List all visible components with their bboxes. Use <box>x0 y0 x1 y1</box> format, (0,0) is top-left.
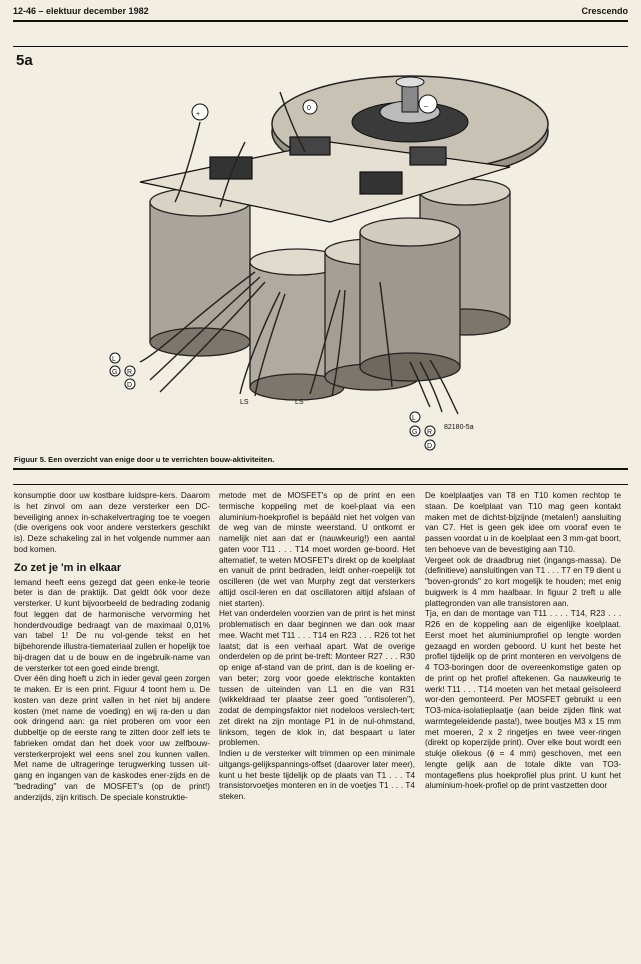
page-number-issue: 12-46 – elektuur december 1982 <box>13 6 149 16</box>
text-column-1 <box>14 491 210 803</box>
minus-terminal-label: – <box>424 103 428 110</box>
paragraph: Vergeet ook de draadbrug niet (ingangs-massa). De (definitieve) aansluitingen van T1 . . . T7 en T9 dient u "boven-gronds" zo kort mogelijk te houden; met enig buigwerk is 4 mm haalbaar. In figuur 2 treft u alle plattegronden van alle transistoren aan. <box>425 555 621 608</box>
svg-text:R: R <box>427 429 433 436</box>
paragraph: Over één ding hoeft u zich in ieder geval geen zorgen te maken. Er is een print. Figuur 4 toont hem u. De kosten van deze print vallen in het niet bij andere kosten (met name de voeding) en wij ra-den u dan ook dringend aan: ga niet proberen om voor een dubbeltje op de eerste rang te zitten door zelf iets te fabrieken omdat dan het doek voor uw zelfbouw-versterkerprojekt wel eens snel zou kunnen vallen. Met name de ultrageringe terugwerking tussen uit-gang en ingangen van de kaskodes ener-zijds en de "bedrading" van de MOSFET's (op de print!) anderzijds, zijn kritisch. De speciale konstruktie- <box>14 674 210 802</box>
svg-text:L: L <box>412 415 416 422</box>
zero-terminal-label: 0 <box>307 105 311 112</box>
paragraph: Indien u de versterker wilt trimmen op een minimale uitgangs-gelijkspannings-offset (daarover later meer), kunt u het beste tijdelijk op de plaats van T1 . . . T4 transistorvoetjes monteren en in de voetjes T1 . . . T4 steken. <box>219 749 415 801</box>
article-title: Crescendo <box>581 6 628 16</box>
terminal-group-right <box>410 412 435 450</box>
text-column-3 <box>425 491 621 792</box>
text-column-2 <box>219 491 415 803</box>
paragraph: metode met de MOSFET's op de print en een termische koppeling met de koel-plaat via een aluminium-hoekprofiel is bepááld niet het volgen van de weg van de minste weerstand. U ontkomt er namelijk niet aan dat er (nauwkeurig!) een aantal gaten voor T11 . . . T14 moet worden ge-boord. Het alternatief, te weten MOSFET's direkt op de koelplaat en vanuit de print bedraden, leidt onher-roepelijk tot oscilleren (de wet van Murphy zegt dat versterkers altijd oscil-leren en dat oscillatoren altijd afslaan of niet starten). <box>219 491 415 608</box>
paragraph: Iemand heeft eens gezegd dat geen enke-le teorie beter is dan de praktijk. Dat geldt óók voor deze versterker. U kunt bijvoorbeeld de bedrading zodanig fout leggen dat de harmonische vervorming het honderdvoudige bedraagt van de maximaal 0,01% van tabel 1! De nu vol-gende tekst en het bijbehorende illustra-tiemateriaal zullen er hopelijk toe bij-dragen dat u de bouw en de ingebruik-name van de versterker tot een goed einde brengt. <box>14 577 210 673</box>
paragraph: Tja, en dan de montage van T11 . . . . T14, R23 . . . R26 en de koppeling aan de eigenlijke koelplaat. Eerst moet het aluminiumprofiel op lengte worden gezaagd en worden geboord. U kunt het beste het profiel tijdelijk op de print monteren en vervolgens de 4 TO3-boringen door de overeenkomstige gaten op de print op het profiel aftekenen. Ga nauwkeurig te werk! T11 . . . T14 moeten van het metaal geïsoleerd wor-den gemonteerd. Per MOSFET gebruikt u een TO3-mica-isolatieplaatje (aan beide zijden flink wat warmtegeleidende pasta!), twee boutjes M3 x 15 mm met moeren, 2 x 2 ringetjes en twee veer-ringen (direkt op koperzijde print). Over elke bout wordt een stukje oliekous (ϕ = 4 mm) geschoven, met een lengte gelijk aan de totale dikte van TO3-montageflens plus hoekprofiel plus print. U kunt het aluminium-hoek-profiel op de print vastzetten door <box>425 609 621 791</box>
figure-label: 5a <box>16 52 33 69</box>
ls-label-right: LS <box>295 399 304 406</box>
svg-text:D: D <box>427 443 433 450</box>
svg-text:L: L <box>112 356 116 363</box>
page-header <box>13 4 628 20</box>
text-top-rule <box>13 484 628 485</box>
amplifier-assembly-illustration <box>80 62 600 457</box>
svg-text:G: G <box>412 429 418 436</box>
ls-label-left: LS <box>240 399 249 406</box>
paragraph: Het van onderdelen voorzien van de print is het minst problematisch en daar beginnen we dan ook maar mee. Wacht met T11 . . . T14 en R23 . . . R26 tot het laatst; dat is een verhaal apart. Wat de overige onderdelen op de print be-treft: Monteer R27 . . . R30 op enige af-stand van de print, dan is de koeling er-van beter; zorg voor goede elektrische kontakten tussen de uiteinden van L1 en die van R31 (wikkeldraad ter plaatse zeer goed "ontisoleren"), zodat de dempingsfaktor niet nodeloos verslech-tert; zet direkt na zijn montage P1 in de nul-ohmstand, linksom, tegen de klok in, dat bespaart u later problemen. <box>219 609 415 748</box>
header-rule <box>13 20 628 22</box>
figure-caption: Figuur 5. Een overzicht van enige door u te verrichten bouw-aktiviteiten. <box>14 455 275 464</box>
svg-text:G: G <box>112 369 118 376</box>
figure-top-rule <box>13 46 628 47</box>
caption-rule <box>13 468 628 470</box>
svg-text:D: D <box>127 382 133 389</box>
paragraph: De koelplaatjes van T8 en T10 komen rechtop te staan. De koelplaat van T10 mag geen kontakt maken met de dichtst-bijzijnde (metalen!) aansluiting van C7. Het is geen gek idee om vooraf even te passen voordat u in de koelplaat een 3 mm-gat boort, ten behoeve van de bevestiging aan T10. <box>425 491 621 554</box>
figure-code: 82180-5a <box>444 424 474 431</box>
terminal-group-left <box>110 353 135 389</box>
plus-terminal-label: + <box>196 111 201 118</box>
paragraph: konsumptie door uw kostbare luidspre-kers. Daarom is het zinvol om aan deze versterker een DC-beveiliging annex in-schakelvertraging toe te voegen (die overigens ook voor andere versterkers geschikt is). Deze schakeling zal in het volgende nummer aan bod komen. <box>14 491 210 554</box>
svg-text:R: R <box>127 369 133 376</box>
section-heading: Zo zet je 'm in elkaar <box>14 561 122 574</box>
